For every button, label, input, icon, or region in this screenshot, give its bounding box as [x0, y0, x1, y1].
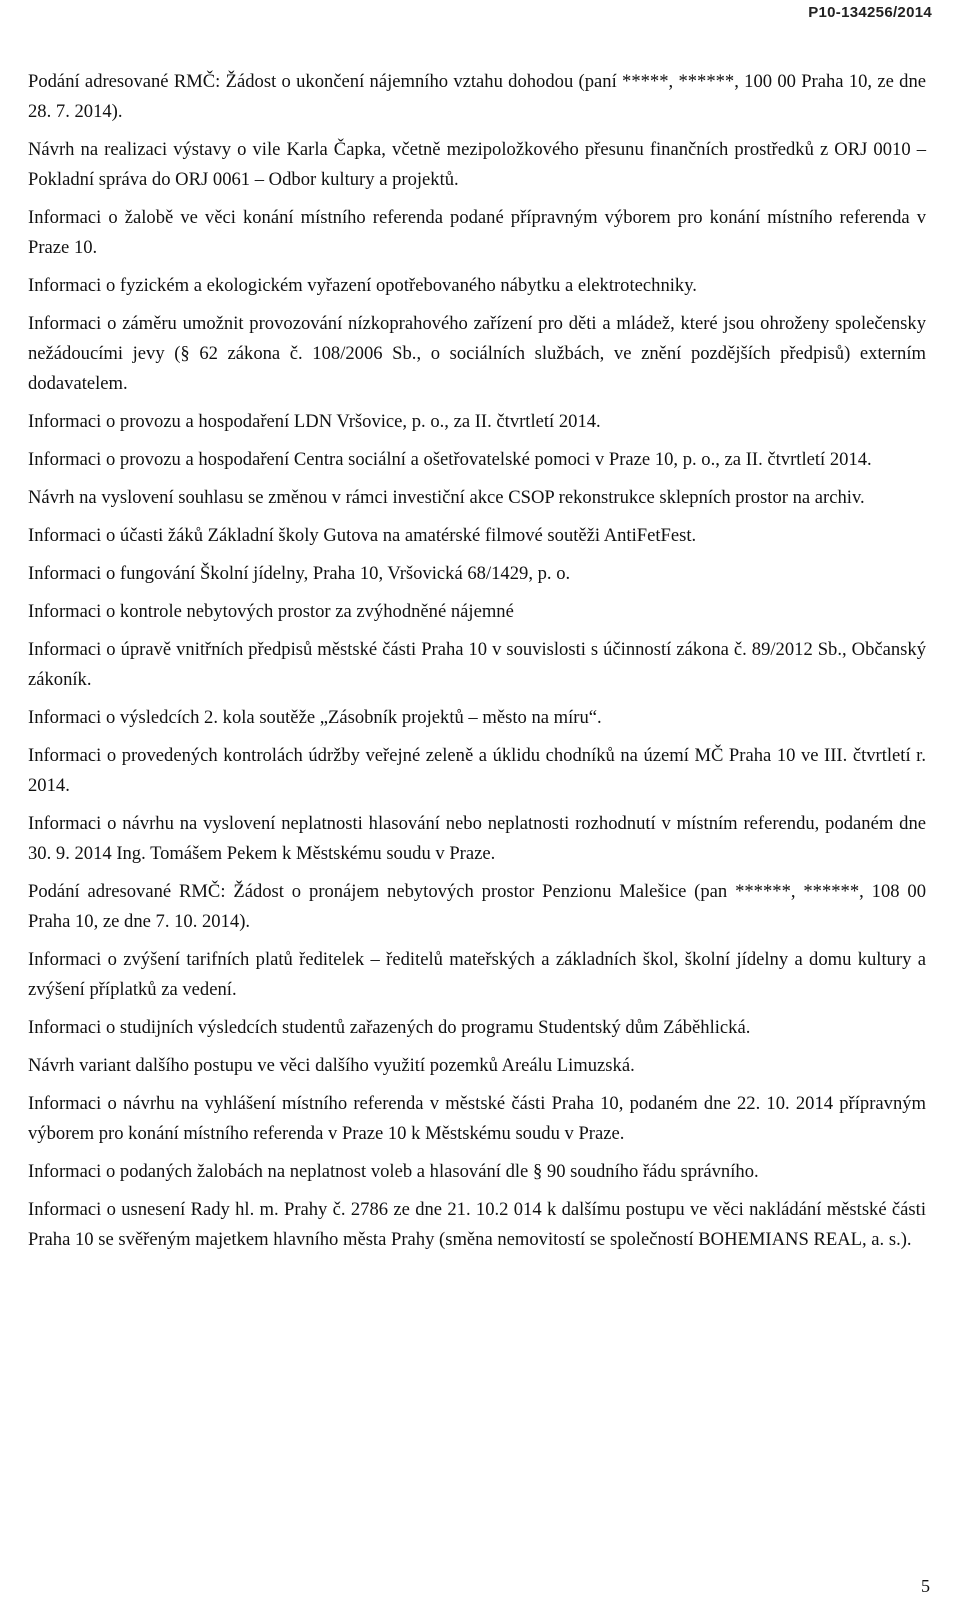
agenda-item: Informaci o studijních výsledcích studentů zařazených do programu Studentský dům Záběhlická. [28, 1017, 751, 1038]
agenda-item: Informaci o usnesení Rady hl. m. Prahy č. 2786 ze dne 21. 10.2 014 k dalšímu postupu ve věci nakládání městské části Praha 10 se svěřeným majetkem hlavního města Prahy (směna nemovitostí se společností BOHEMIANS REAL, a. s.). [28, 1199, 926, 1250]
agenda-list [28, 67, 926, 1263]
agenda-item: Informaci o žalobě ve věci konání místního referenda podané přípravným výborem pro konání místního referenda v Praze 10. [28, 207, 926, 258]
agenda-item: Informaci o návrhu na vyhlášení místního referenda v městské části Praha 10, podaném dne 22. 10. 2014 přípravným výborem pro konání místního referenda v Praze 10 k Městskému soudu v Praze. [28, 1093, 926, 1144]
document-id: P10-134256/2014 [808, 4, 932, 21]
agenda-item: Informaci o zvýšení tarifních platů ředitelek – ředitelů mateřských a základních škol, školní jídelny a domu kultury a zvýšení příplatků za vedení. [28, 949, 926, 1000]
agenda-item: Informaci o fungování Školní jídelny, Praha 10, Vršovická 68/1429, p. o. [28, 563, 571, 584]
agenda-item: Podání adresované RMČ: Žádost o ukončení nájemního vztahu dohodou (paní *****, ******, 100 00 Praha 10, ze dne 28. 7. 2014). [28, 71, 926, 122]
agenda-item: Informaci o provedených kontrolách údržby veřejné zeleně a úklidu chodníků na území MČ Praha 10 ve III. čtvrtletí r. 2014. [28, 745, 926, 796]
agenda-item: Informaci o podaných žalobách na neplatnost voleb a hlasování dle § 90 soudního řádu správního. [28, 1161, 759, 1182]
page-number: 5 [921, 1576, 930, 1596]
agenda-item: Informaci o kontrole nebytových prostor za zvýhodněné nájemné [28, 601, 514, 622]
agenda-item: Informaci o účasti žáků Základní školy Gutova na amatérské filmové soutěži AntiFetFest. [28, 525, 697, 546]
agenda-item: Informaci o úpravě vnitřních předpisů městské části Praha 10 v souvislosti s účinností zákona č. 89/2012 Sb., Občanský zákoník. [28, 639, 926, 690]
agenda-item: Návrh na vyslovení souhlasu se změnou v rámci investiční akce CSOP rekonstrukce sklepních prostor na archiv. [28, 487, 865, 508]
agenda-item: Návrh na realizaci výstavy o vile Karla Čapka, včetně mezipoložkového přesunu finančních prostředků z ORJ 0010 – Pokladní správa do ORJ 0061 – Odbor kultury a projektů. [28, 139, 926, 190]
agenda-item: Informaci o návrhu na vyslovení neplatnosti hlasování nebo neplatnosti rozhodnutí v místním referendu, podaném dne 30. 9. 2014 Ing. Tomášem Pekem k Městskému soudu v Praze. [28, 813, 926, 864]
agenda-item: Informaci o provozu a hospodaření Centra sociální a ošetřovatelské pomoci v Praze 10, p. o., za II. čtvrtletí 2014. [28, 449, 872, 470]
agenda-item: Podání adresované RMČ: Žádost o pronájem nebytových prostor Penzionu Malešice (pan ******, ******, 108 00 Praha 10, ze dne 7. 10. 2014). [28, 881, 926, 932]
agenda-item: Informaci o záměru umožnit provozování nízkoprahového zařízení pro děti a mládež, které jsou ohroženy společensky nežádoucími jevy (§ 62 zákona č. 108/2006 Sb., o sociálních službách, ve znění pozdějších předpisů) externím dodavatelem. [28, 313, 926, 394]
agenda-item: Informaci o výsledcích 2. kola soutěže „Zásobník projektů – město na míru“. [28, 707, 602, 728]
agenda-item: Informaci o fyzickém a ekologickém vyřazení opotřebovaného nábytku a elektrotechniky. [28, 275, 697, 296]
agenda-item: Informaci o provozu a hospodaření LDN Vršovice, p. o., za II. čtvrtletí 2014. [28, 411, 601, 432]
agenda-item: Návrh variant dalšího postupu ve věci dalšího využití pozemků Areálu Limuzská. [28, 1055, 635, 1076]
